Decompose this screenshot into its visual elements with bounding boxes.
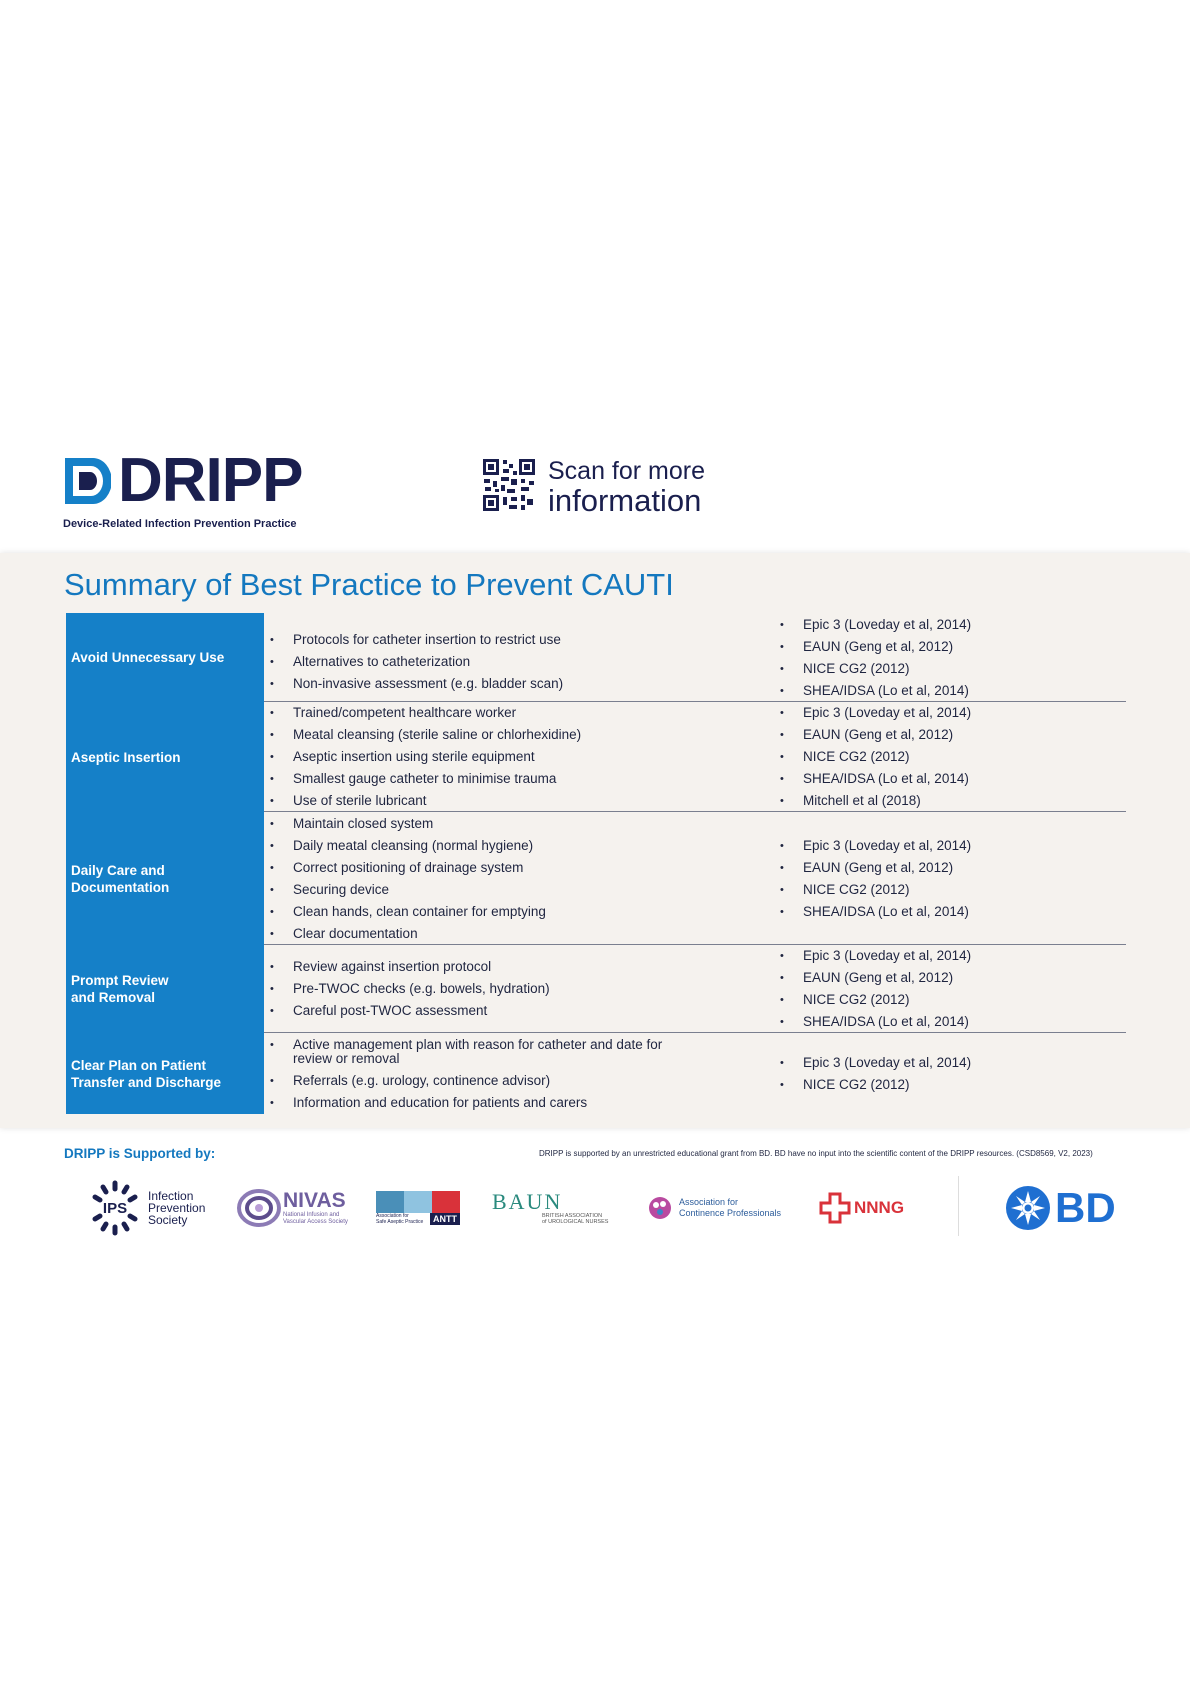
brand-name: DRIPP [118, 446, 303, 515]
reference-item: • SHEA/IDSA (Lo et al, 2014) [778, 1011, 1078, 1033]
acp-line-1: Association for [679, 1197, 739, 1207]
baun-sub-1: BRITISH ASSOCIATION [542, 1213, 603, 1219]
disclaimer: DRIPP is supported by an unrestricted educational grant from BD. BD have no input into the scientific content of the DRIPP resources. (CSD8569, V2, 2023) [539, 1149, 1093, 1158]
brand-subtitle: Device-Related Infection Prevention Practice [63, 518, 297, 530]
category-label: Clear Plan on Patient Transfer and Discharge [71, 1057, 222, 1090]
reference-item: • EAUN (Geng et al, 2012) [778, 724, 1078, 746]
nivas-text [283, 1190, 348, 1226]
list-item: • Information and education for patients and carers [268, 1092, 768, 1114]
reference-item: • EAUN (Geng et al, 2012) [778, 636, 1078, 658]
bd-name: BD [1055, 1184, 1116, 1231]
scan-line-2: information [548, 483, 702, 518]
list-item: • Use of sterile lubricant [268, 790, 768, 812]
reference-item: • Epic 3 (Loveday et al, 2014) [778, 945, 1078, 967]
reference-item: • Epic 3 (Loveday et al, 2014) [778, 702, 1078, 724]
table-row [66, 1033, 1126, 1114]
ips-abbr: IPS [102, 1200, 128, 1217]
reference-list [778, 1033, 1078, 1114]
table-row [66, 812, 1126, 945]
acp-text [679, 1197, 781, 1219]
scan-line-1: Scan for more [548, 457, 706, 485]
list-item: • Clear documentation [268, 923, 768, 945]
list-item: • Careful post-TWOC assessment [268, 1000, 768, 1022]
reference-item: • Epic 3 (Loveday et al, 2014) [778, 614, 1078, 636]
reference-item: • Epic 3 (Loveday et al, 2014) [778, 835, 1078, 857]
category-cell: Avoid Unnecessary Use [66, 613, 264, 702]
antt-text [376, 1213, 460, 1225]
antt-logo [376, 1178, 460, 1238]
reference-item: • EAUN (Geng et al, 2012) [778, 967, 1078, 989]
practice-list [268, 613, 768, 702]
supported-by-label: DRIPP is Supported by: [64, 1146, 216, 1161]
scan-for-info [548, 456, 705, 516]
category-cell: Aseptic Insertion [66, 702, 264, 812]
bd-logo [1005, 1178, 1116, 1238]
nivas-sub-2: Vascular Access Society [283, 1219, 348, 1225]
reference-list [778, 702, 1078, 812]
reference-item: • SHEA/IDSA (Lo et al, 2014) [778, 768, 1078, 790]
reference-item: • Mitchell et al (2018) [778, 790, 1078, 812]
bd-starburst-icon [1005, 1185, 1051, 1231]
ips-sunburst-icon [88, 1179, 142, 1237]
acp-logo [647, 1178, 781, 1238]
nnng-cross-icon [818, 1191, 852, 1225]
list-item: • Non-invasive assessment (e.g. bladder scan) [268, 673, 768, 695]
reference-item: • NICE CG2 (2012) [778, 1074, 1078, 1096]
reference-item: • Epic 3 (Loveday et al, 2014) [778, 1052, 1078, 1074]
list-item: • Meatal cleansing (sterile saline or chlorhexidine) [268, 724, 768, 746]
baun-sub-2: of UROLOGICAL NURSES [542, 1219, 609, 1225]
nivas-sub-1: National Infusion and [283, 1212, 340, 1218]
reference-item: • NICE CG2 (2012) [778, 989, 1078, 1011]
ips-name [148, 1190, 205, 1226]
reference-list [778, 613, 1078, 702]
ips-logo [88, 1178, 205, 1238]
antt-images [376, 1191, 460, 1213]
acp-line-2: Continence Professionals [679, 1208, 782, 1218]
antt-sub-1: Association for [376, 1213, 409, 1219]
reference-item: • NICE CG2 (2012) [778, 658, 1078, 680]
header [0, 446, 1190, 555]
reference-item: • EAUN (Geng et al, 2012) [778, 857, 1078, 879]
acp-people-icon [647, 1195, 673, 1221]
logo-divider [958, 1176, 959, 1236]
qr-code-icon [481, 457, 537, 513]
list-item: • Clean hands, clean container for emptying [268, 901, 768, 923]
category-cell [66, 812, 264, 945]
practice-list [268, 812, 768, 945]
nivas-name: NIVAS [283, 1189, 346, 1212]
ips-line-2: Prevention [148, 1201, 206, 1215]
list-item: • Pre-TWOC checks (e.g. bowels, hydration) [268, 978, 768, 1000]
list-item: • Trained/competent healthcare worker [268, 702, 768, 724]
list-item: • Securing device [268, 879, 768, 901]
list-item: • Protocols for catheter insertion to restrict use [268, 629, 768, 651]
page-title: Summary of Best Practice to Prevent CAUTI [64, 567, 674, 602]
supporter-logos [0, 1178, 1190, 1238]
category-cell [66, 1033, 264, 1114]
nnng-logo [818, 1178, 904, 1238]
list-item: • Alternatives to catheterization [268, 651, 768, 673]
reference-item: • SHEA/IDSA (Lo et al, 2014) [778, 680, 1078, 702]
reference-item: • SHEA/IDSA (Lo et al, 2014) [778, 901, 1078, 923]
list-item: • Review against insertion protocol [268, 956, 768, 978]
antt-mark: ANTT [430, 1213, 460, 1225]
reference-list [778, 812, 1078, 945]
reference-item: • NICE CG2 (2012) [778, 879, 1078, 901]
ips-line-3: Society [148, 1213, 188, 1227]
table-row [66, 945, 1126, 1033]
category-cell [66, 945, 264, 1033]
list-item: • Active management plan with reason for catheter and date for review or removal [268, 1034, 703, 1070]
dripp-shield-icon [63, 456, 111, 506]
list-item: • Aseptic insertion using sterile equipment [268, 746, 768, 768]
list-item: • Maintain closed system [268, 813, 768, 835]
ips-line-1: Infection [148, 1189, 194, 1203]
nivas-logo [237, 1178, 348, 1238]
reference-item: • NICE CG2 (2012) [778, 746, 1078, 768]
category-label: Prompt Review and Removal [71, 973, 169, 1005]
antt-sub-2: Safe Aseptic Practice [376, 1219, 424, 1225]
nnng-name: NNNG [854, 1198, 905, 1217]
baun-name: BAUN [492, 1189, 563, 1214]
list-item: • Smallest gauge catheter to minimise trauma [268, 768, 768, 790]
list-item: • Correct positioning of drainage system [268, 857, 768, 879]
nivas-swirl-icon [237, 1188, 281, 1228]
table-row [66, 702, 1126, 812]
reference-list [778, 945, 1078, 1033]
practice-list [268, 1033, 768, 1114]
list-item: • Daily meatal cleansing (normal hygiene) [268, 835, 768, 857]
list-item: • Referrals (e.g. urology, continence advisor) [268, 1070, 768, 1092]
table-row [66, 613, 1126, 702]
practice-list [268, 945, 768, 1033]
practice-list [268, 702, 768, 812]
category-label: Daily Care and Documentation [71, 862, 170, 895]
baun-logo [492, 1178, 608, 1238]
